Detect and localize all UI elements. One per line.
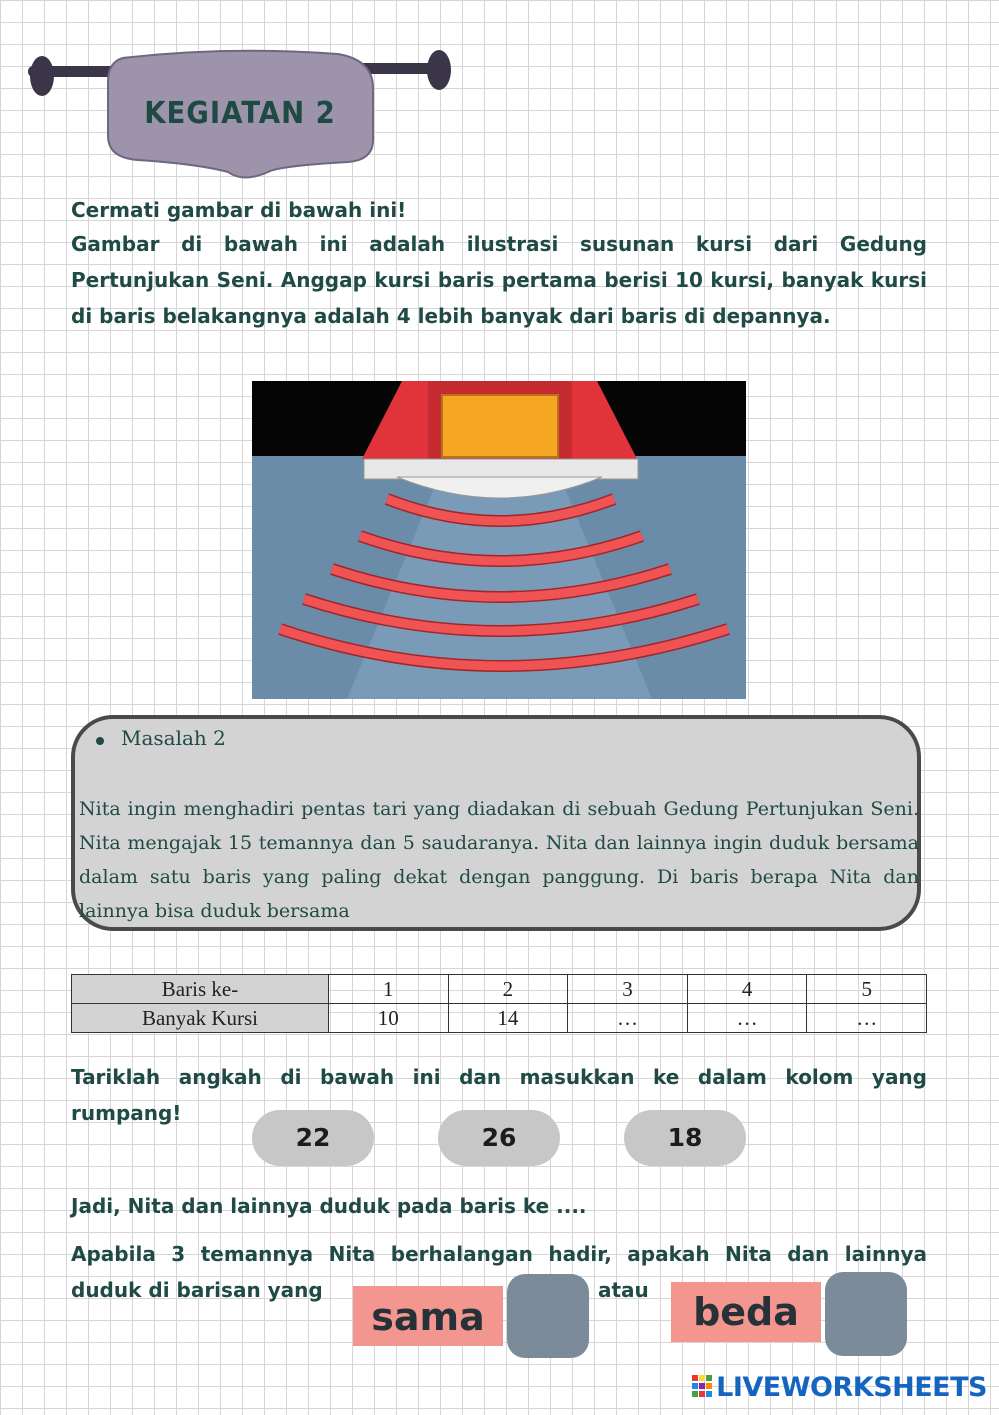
option-same-label: sama bbox=[353, 1286, 503, 1346]
table-cell: 14 bbox=[448, 1004, 568, 1033]
liveworksheets-logo[interactable] bbox=[692, 1372, 987, 1403]
banner-knob-left bbox=[30, 56, 54, 96]
option-same-checkbox[interactable] bbox=[507, 1274, 589, 1358]
question-line-1: Apabila 3 temannya Nita berhalangan hadir, apakah Nita dan lainnya bbox=[71, 1242, 927, 1266]
stage-front bbox=[364, 459, 638, 479]
conclusion-text: Jadi, Nita dan lainnya duduk pada baris ke .... bbox=[71, 1194, 587, 1218]
drop-cell-row-5[interactable]: … bbox=[807, 1004, 927, 1033]
question-line-2: duduk di barisan yang bbox=[71, 1278, 323, 1302]
table-cell: 5 bbox=[807, 975, 927, 1004]
table-row bbox=[72, 1004, 927, 1033]
or-word: atau bbox=[598, 1278, 649, 1302]
drag-instruction: Tariklah angkah di bawah ini dan masukkan ke dalam kolom yang rumpang! bbox=[71, 1065, 927, 1125]
option-diff-label: beda bbox=[671, 1282, 821, 1342]
intro-paragraph: Gambar di bawah ini adalah ilustrasi susunan kursi dari Gedung Pertunjukan Seni. Anggap kursi baris pertama berisi 10 kursi, banyak kursi di baris belakangnya adalah 4 lebih banyak dari baris di depannya. bbox=[71, 232, 927, 328]
table-header-seat-count: Banyak Kursi bbox=[72, 1004, 329, 1033]
theater-seating-illustration bbox=[252, 381, 746, 699]
activity-title: KEGIATAN 2 bbox=[144, 96, 336, 131]
liveworksheets-icon bbox=[692, 1375, 714, 1399]
drop-cell-row-3[interactable]: … bbox=[568, 1004, 688, 1033]
table-cell: 10 bbox=[329, 1004, 449, 1033]
drag-chip-22[interactable]: 22 bbox=[252, 1110, 374, 1166]
intro-instruction: Cermati gambar di bawah ini! bbox=[71, 198, 407, 222]
bullet-icon bbox=[96, 737, 104, 745]
problem-text: Nita ingin menghadiri pentas tari yang diadakan di sebuah Gedung Pertunjukan Seni. Nita mengajak 15 temannya dan 5 saudaranya. Nita dan lainnya ingin duduk bersama dalam satu baris yang paling dekat dengan panggung. Di baris berapa Nita dan lainnya bisa duduk bersama bbox=[79, 798, 919, 922]
table-cell: 2 bbox=[448, 975, 568, 1004]
logo-text: LIVEWORKSHEETS bbox=[716, 1372, 987, 1403]
table-row bbox=[72, 975, 927, 1004]
seat-table bbox=[71, 974, 927, 1033]
drag-chip-26[interactable]: 26 bbox=[438, 1110, 560, 1166]
table-cell: 4 bbox=[687, 975, 807, 1004]
stage-screen bbox=[442, 395, 558, 457]
problem-heading: Masalah 2 bbox=[121, 726, 226, 750]
drag-chip-18[interactable]: 18 bbox=[624, 1110, 746, 1166]
option-diff-checkbox[interactable] bbox=[825, 1272, 907, 1356]
banner-knob-right bbox=[427, 50, 451, 90]
table-header-row-number: Baris ke- bbox=[72, 975, 329, 1004]
table-cell: 3 bbox=[568, 975, 688, 1004]
table-cell: 1 bbox=[329, 975, 449, 1004]
drop-cell-row-4[interactable]: … bbox=[687, 1004, 807, 1033]
